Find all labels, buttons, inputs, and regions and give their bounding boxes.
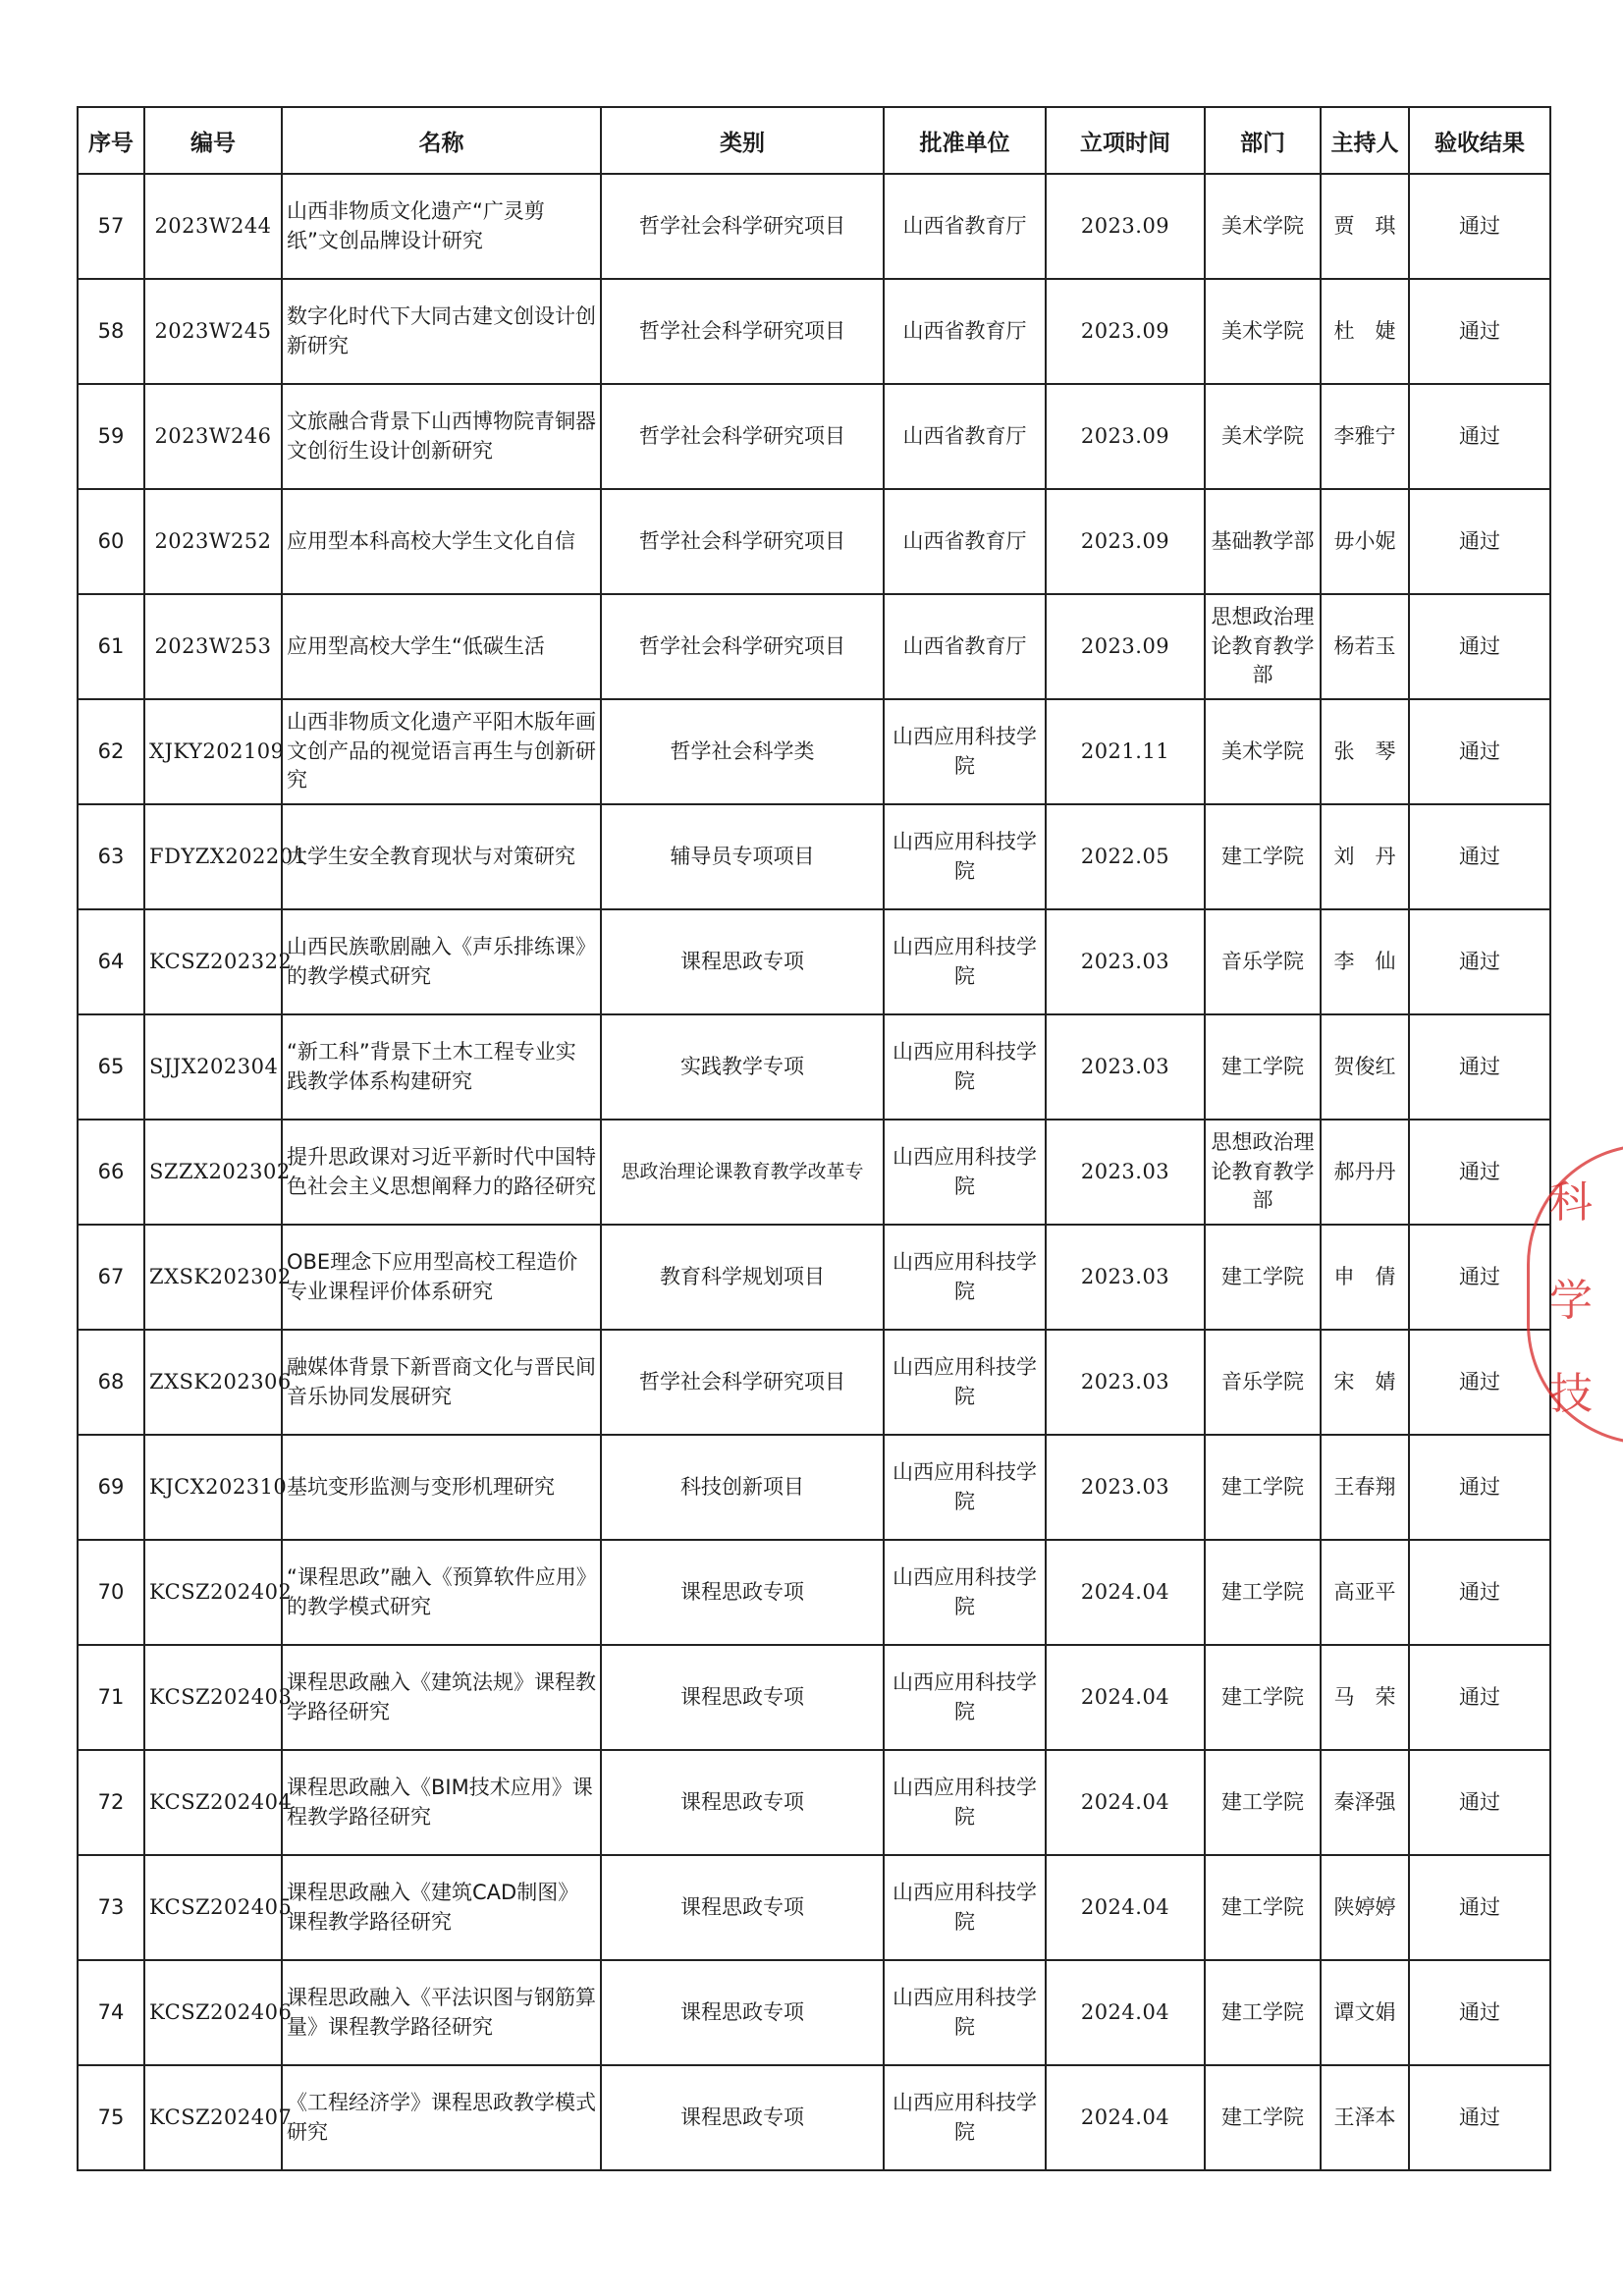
cell-date: 2023.03 xyxy=(1046,1435,1205,1540)
cell-department: 建工学院 xyxy=(1205,1435,1321,1540)
cell-department: 音乐学院 xyxy=(1205,1330,1321,1435)
cell-index: 57 xyxy=(78,174,144,279)
cell-date: 2024.04 xyxy=(1046,2065,1205,2170)
cell-code: KCSZ202403 xyxy=(144,1645,282,1750)
cell-category: 哲学社会科学研究项目 xyxy=(601,279,884,384)
cell-result: 通过 xyxy=(1409,1330,1550,1435)
cell-date: 2023.09 xyxy=(1046,279,1205,384)
cell-approver: 山西应用科技学院 xyxy=(884,1645,1046,1750)
cell-name: OBE理念下应用型高校工程造价专业课程评价体系研究 xyxy=(282,1225,601,1330)
cell-result: 通过 xyxy=(1409,489,1550,594)
cell-name: 基坑变形监测与变形机理研究 xyxy=(282,1435,601,1540)
cell-host: 马 荣 xyxy=(1321,1645,1409,1750)
cell-index: 70 xyxy=(78,1540,144,1645)
cell-result: 通过 xyxy=(1409,1960,1550,2065)
cell-approver: 山西应用科技学院 xyxy=(884,1014,1046,1120)
table-row xyxy=(78,909,1550,1014)
cell-category: 课程思政专项 xyxy=(601,1750,884,1855)
cell-code: 2023W244 xyxy=(144,174,282,279)
cell-code: KCSZ202406 xyxy=(144,1960,282,2065)
cell-category: 课程思政专项 xyxy=(601,2065,884,2170)
cell-index: 68 xyxy=(78,1330,144,1435)
cell-result: 通过 xyxy=(1409,1014,1550,1120)
cell-approver: 山西省教育厅 xyxy=(884,174,1046,279)
table-row xyxy=(78,174,1550,279)
cell-index: 72 xyxy=(78,1750,144,1855)
cell-index: 65 xyxy=(78,1014,144,1120)
cell-name: 大学生安全教育现状与对策研究 xyxy=(282,804,601,909)
cell-approver: 山西应用科技学院 xyxy=(884,1330,1046,1435)
cell-index: 63 xyxy=(78,804,144,909)
cell-index: 73 xyxy=(78,1855,144,1960)
cell-result: 通过 xyxy=(1409,1645,1550,1750)
cell-approver: 山西应用科技学院 xyxy=(884,1750,1046,1855)
cell-approver: 山西应用科技学院 xyxy=(884,1855,1046,1960)
table-row xyxy=(78,1225,1550,1330)
cell-name: 课程思政融入《建筑CAD制图》课程教学路径研究 xyxy=(282,1855,601,1960)
cell-host: 李雅宁 xyxy=(1321,384,1409,489)
cell-host: 谭文娟 xyxy=(1321,1960,1409,2065)
cell-department: 建工学院 xyxy=(1205,804,1321,909)
cell-department: 建工学院 xyxy=(1205,1645,1321,1750)
cell-department: 建工学院 xyxy=(1205,1014,1321,1120)
header-index: 序号 xyxy=(78,107,144,174)
cell-approver: 山西应用科技学院 xyxy=(884,804,1046,909)
cell-department: 建工学院 xyxy=(1205,1960,1321,2065)
cell-result: 通过 xyxy=(1409,2065,1550,2170)
cell-index: 67 xyxy=(78,1225,144,1330)
cell-code: 2023W253 xyxy=(144,594,282,699)
cell-approver: 山西省教育厅 xyxy=(884,279,1046,384)
cell-name: 应用型高校大学生“低碳生活 xyxy=(282,594,601,699)
cell-category: 哲学社会科学研究项目 xyxy=(601,594,884,699)
cell-department: 美术学院 xyxy=(1205,384,1321,489)
cell-code: SJJX202304 xyxy=(144,1014,282,1120)
cell-code: FDYZX202201 xyxy=(144,804,282,909)
cell-name: 应用型本科高校大学生文化自信 xyxy=(282,489,601,594)
cell-date: 2023.09 xyxy=(1046,384,1205,489)
cell-approver: 山西省教育厅 xyxy=(884,384,1046,489)
table-row xyxy=(78,1120,1550,1225)
cell-code: KCSZ202322 xyxy=(144,909,282,1014)
cell-index: 61 xyxy=(78,594,144,699)
cell-approver: 山西应用科技学院 xyxy=(884,1225,1046,1330)
cell-department: 思想政治理论教育教学部 xyxy=(1205,1120,1321,1225)
cell-code: 2023W252 xyxy=(144,489,282,594)
cell-code: ZXSK202302 xyxy=(144,1225,282,1330)
table-row xyxy=(78,2065,1550,2170)
cell-code: KCSZ202407 xyxy=(144,2065,282,2170)
cell-name: 文旅融合背景下山西博物院青铜器文创衍生设计创新研究 xyxy=(282,384,601,489)
cell-category: 哲学社会科学研究项目 xyxy=(601,384,884,489)
cell-code: KCSZ202404 xyxy=(144,1750,282,1855)
cell-host: 毋小妮 xyxy=(1321,489,1409,594)
cell-name: 山西民族歌剧融入《声乐排练课》的教学模式研究 xyxy=(282,909,601,1014)
cell-result: 通过 xyxy=(1409,699,1550,804)
cell-approver: 山西应用科技学院 xyxy=(884,1960,1046,2065)
cell-name: 《工程经济学》课程思政教学模式研究 xyxy=(282,2065,601,2170)
cell-date: 2024.04 xyxy=(1046,1960,1205,2065)
cell-category: 哲学社会科学类 xyxy=(601,699,884,804)
cell-name: “新工科”背景下土木工程专业实践教学体系构建研究 xyxy=(282,1014,601,1120)
table-header-row xyxy=(78,107,1550,174)
cell-result: 通过 xyxy=(1409,1435,1550,1540)
cell-code: ZXSK202306 xyxy=(144,1330,282,1435)
cell-approver: 山西省教育厅 xyxy=(884,489,1046,594)
cell-category: 课程思政专项 xyxy=(601,1540,884,1645)
cell-host: 陕婷婷 xyxy=(1321,1855,1409,1960)
cell-host: 高亚平 xyxy=(1321,1540,1409,1645)
cell-result: 通过 xyxy=(1409,174,1550,279)
table-row xyxy=(78,594,1550,699)
cell-approver: 山西应用科技学院 xyxy=(884,909,1046,1014)
cell-result: 通过 xyxy=(1409,279,1550,384)
cell-result: 通过 xyxy=(1409,804,1550,909)
cell-category: 思政治理论课教育教学改革专 xyxy=(601,1120,884,1225)
cell-name: “课程思政”融入《预算软件应用》的教学模式研究 xyxy=(282,1540,601,1645)
cell-host: 刘 丹 xyxy=(1321,804,1409,909)
cell-date: 2021.11 xyxy=(1046,699,1205,804)
cell-host: 贾 琪 xyxy=(1321,174,1409,279)
table-row xyxy=(78,489,1550,594)
cell-department: 基础教学部 xyxy=(1205,489,1321,594)
cell-department: 美术学院 xyxy=(1205,699,1321,804)
header-category: 类别 xyxy=(601,107,884,174)
table-row xyxy=(78,279,1550,384)
cell-approver: 山西应用科技学院 xyxy=(884,1435,1046,1540)
cell-index: 62 xyxy=(78,699,144,804)
cell-approver: 山西应用科技学院 xyxy=(884,1540,1046,1645)
cell-name: 山西非物质文化遗产平阳木版年画文创产品的视觉语言再生与创新研究 xyxy=(282,699,601,804)
cell-date: 2023.03 xyxy=(1046,1330,1205,1435)
cell-category: 哲学社会科学研究项目 xyxy=(601,174,884,279)
cell-department: 美术学院 xyxy=(1205,174,1321,279)
table-row xyxy=(78,1540,1550,1645)
cell-date: 2023.09 xyxy=(1046,594,1205,699)
header-code: 编号 xyxy=(144,107,282,174)
cell-index: 74 xyxy=(78,1960,144,2065)
cell-date: 2024.04 xyxy=(1046,1750,1205,1855)
cell-host: 杜 婕 xyxy=(1321,279,1409,384)
cell-index: 60 xyxy=(78,489,144,594)
cell-department: 建工学院 xyxy=(1205,2065,1321,2170)
cell-host: 申 倩 xyxy=(1321,1225,1409,1330)
cell-index: 71 xyxy=(78,1645,144,1750)
cell-result: 通过 xyxy=(1409,1750,1550,1855)
table-row xyxy=(78,804,1550,909)
cell-date: 2023.09 xyxy=(1046,489,1205,594)
table-row xyxy=(78,1960,1550,2065)
cell-department: 建工学院 xyxy=(1205,1540,1321,1645)
cell-date: 2023.03 xyxy=(1046,1225,1205,1330)
cell-code: SZZX202302 xyxy=(144,1120,282,1225)
cell-name: 数字化时代下大同古建文创设计创新研究 xyxy=(282,279,601,384)
cell-category: 课程思政专项 xyxy=(601,909,884,1014)
cell-result: 通过 xyxy=(1409,1120,1550,1225)
cell-code: KCSZ202405 xyxy=(144,1855,282,1960)
cell-host: 贺俊红 xyxy=(1321,1014,1409,1120)
header-name: 名称 xyxy=(282,107,601,174)
table-row xyxy=(78,1435,1550,1540)
cell-category: 课程思政专项 xyxy=(601,1855,884,1960)
cell-approver: 山西应用科技学院 xyxy=(884,1120,1046,1225)
cell-category: 课程思政专项 xyxy=(601,1645,884,1750)
cell-index: 58 xyxy=(78,279,144,384)
header-result: 验收结果 xyxy=(1409,107,1550,174)
cell-result: 通过 xyxy=(1409,384,1550,489)
cell-host: 秦泽强 xyxy=(1321,1750,1409,1855)
cell-date: 2023.09 xyxy=(1046,174,1205,279)
cell-name: 课程思政融入《建筑法规》课程教学路径研究 xyxy=(282,1645,601,1750)
cell-department: 思想政治理论教育教学部 xyxy=(1205,594,1321,699)
header-department: 部门 xyxy=(1205,107,1321,174)
cell-category: 课程思政专项 xyxy=(601,1960,884,2065)
cell-category: 实践教学专项 xyxy=(601,1014,884,1120)
cell-result: 通过 xyxy=(1409,909,1550,1014)
cell-category: 哲学社会科学研究项目 xyxy=(601,1330,884,1435)
cell-code: 2023W246 xyxy=(144,384,282,489)
cell-index: 59 xyxy=(78,384,144,489)
cell-date: 2023.03 xyxy=(1046,909,1205,1014)
cell-approver: 山西省教育厅 xyxy=(884,594,1046,699)
table-row xyxy=(78,1014,1550,1120)
cell-result: 通过 xyxy=(1409,1855,1550,1960)
cell-category: 科技创新项目 xyxy=(601,1435,884,1540)
cell-name: 山西非物质文化遗产“广灵剪纸”文创品牌设计研究 xyxy=(282,174,601,279)
header-date: 立项时间 xyxy=(1046,107,1205,174)
cell-department: 美术学院 xyxy=(1205,279,1321,384)
cell-host: 王春翔 xyxy=(1321,1435,1409,1540)
table-row xyxy=(78,1330,1550,1435)
cell-code: KJCX202310 xyxy=(144,1435,282,1540)
cell-index: 69 xyxy=(78,1435,144,1540)
cell-code: 2023W245 xyxy=(144,279,282,384)
table-row xyxy=(78,1645,1550,1750)
project-table-sheet xyxy=(77,106,1549,2171)
table-row xyxy=(78,384,1550,489)
cell-name: 融媒体背景下新晋商文化与晋民间音乐协同发展研究 xyxy=(282,1330,601,1435)
cell-result: 通过 xyxy=(1409,1540,1550,1645)
cell-department: 建工学院 xyxy=(1205,1855,1321,1960)
cell-host: 张 琴 xyxy=(1321,699,1409,804)
cell-date: 2024.04 xyxy=(1046,1645,1205,1750)
red-seal-stamp: 科 学 技 xyxy=(1527,1144,1623,1445)
cell-index: 64 xyxy=(78,909,144,1014)
table-row xyxy=(78,1750,1550,1855)
cell-name: 提升思政课对习近平新时代中国特色社会主义思想阐释力的路径研究 xyxy=(282,1120,601,1225)
cell-host: 郝丹丹 xyxy=(1321,1120,1409,1225)
cell-department: 音乐学院 xyxy=(1205,909,1321,1014)
table-row xyxy=(78,1855,1550,1960)
cell-date: 2024.04 xyxy=(1046,1855,1205,1960)
cell-name: 课程思政融入《BIM技术应用》课程教学路径研究 xyxy=(282,1750,601,1855)
cell-code: XJKY202109 xyxy=(144,699,282,804)
cell-index: 75 xyxy=(78,2065,144,2170)
cell-approver: 山西应用科技学院 xyxy=(884,699,1046,804)
cell-result: 通过 xyxy=(1409,1225,1550,1330)
cell-department: 建工学院 xyxy=(1205,1750,1321,1855)
cell-host: 李 仙 xyxy=(1321,909,1409,1014)
cell-department: 建工学院 xyxy=(1205,1225,1321,1330)
project-table xyxy=(77,106,1551,2171)
cell-approver: 山西应用科技学院 xyxy=(884,2065,1046,2170)
cell-code: KCSZ202402 xyxy=(144,1540,282,1645)
cell-category: 辅导员专项项目 xyxy=(601,804,884,909)
cell-date: 2022.05 xyxy=(1046,804,1205,909)
cell-category: 哲学社会科学研究项目 xyxy=(601,489,884,594)
cell-date: 2023.03 xyxy=(1046,1014,1205,1120)
cell-host: 杨若玉 xyxy=(1321,594,1409,699)
cell-host: 王泽本 xyxy=(1321,2065,1409,2170)
cell-name: 课程思政融入《平法识图与钢筋算量》课程教学路径研究 xyxy=(282,1960,601,2065)
cell-result: 通过 xyxy=(1409,594,1550,699)
cell-host: 宋 婧 xyxy=(1321,1330,1409,1435)
cell-date: 2023.03 xyxy=(1046,1120,1205,1225)
header-approver: 批准单位 xyxy=(884,107,1046,174)
cell-date: 2024.04 xyxy=(1046,1540,1205,1645)
cell-category: 教育科学规划项目 xyxy=(601,1225,884,1330)
table-row xyxy=(78,699,1550,804)
cell-index: 66 xyxy=(78,1120,144,1225)
header-host: 主持人 xyxy=(1321,107,1409,174)
